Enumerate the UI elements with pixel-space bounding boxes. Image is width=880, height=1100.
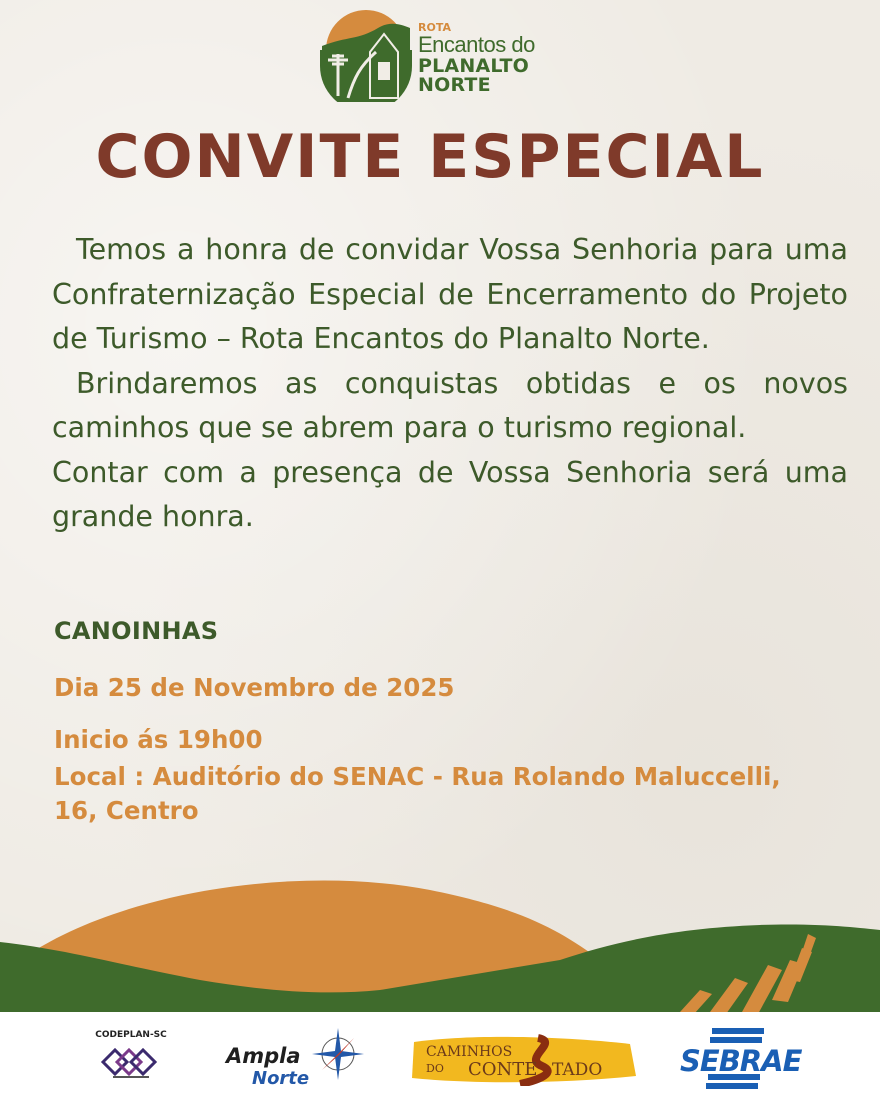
logo-text [418, 22, 588, 95]
norte-word: Norte [252, 1068, 310, 1089]
event-location: Local : Auditório do SENAC - Rua Rolando Maluccelli, 16, Centro [54, 762, 781, 825]
codeplan-logo [86, 1030, 176, 1090]
tado-word: TADO [552, 1060, 603, 1080]
caminhos-do-contestado-logo [410, 1032, 638, 1086]
ampla-word: Ampla [226, 1044, 301, 1068]
event-city: CANOINHAS [54, 617, 219, 645]
rota-logo [318, 6, 588, 102]
sebrae-logo [680, 1026, 800, 1092]
ampla-norte-logo [224, 1026, 364, 1090]
invitation-body [52, 228, 848, 540]
event-time: Inicio ás 19h00 [54, 725, 263, 754]
event-date: Dia 25 de Novembro de 2025 [54, 673, 455, 702]
compass-rose-icon [308, 1024, 368, 1084]
decorative-hills [0, 870, 880, 1020]
logo-line-2: PLANALTO NORTE [418, 55, 530, 96]
paragraph-celebration: Brindaremos as conquistas obtidas e os novos caminhos que se abrem para o turismo regional. [52, 366, 848, 444]
paragraph-honor: Contar com a presença de Vossa Senhoria será uma grande honra. [52, 455, 848, 533]
conte-word: CONTE [468, 1059, 538, 1080]
codeplan-emblem-icon [99, 1042, 163, 1082]
page-title: CONVITE ESPECIAL [95, 122, 765, 192]
sponsors-footer [0, 1012, 880, 1100]
caminhos-word: CAMINHOS [426, 1044, 513, 1060]
paragraph-invitation: Temos a honra de convidar Vossa Senhoria para uma Confraternização Especial de Encerramento do Projeto de Turismo – Rota Encantos do Planalto Norte. [52, 233, 848, 355]
codeplan-label: CODEPLAN-SC [95, 1030, 167, 1040]
logo-small-label: ROTA [418, 21, 451, 34]
logo-emblem-icon [318, 6, 414, 102]
logo-line-1: Encantos do [418, 32, 535, 57]
sebrae-word: SEBRAE [680, 1044, 802, 1078]
do-word: DO [426, 1062, 444, 1075]
